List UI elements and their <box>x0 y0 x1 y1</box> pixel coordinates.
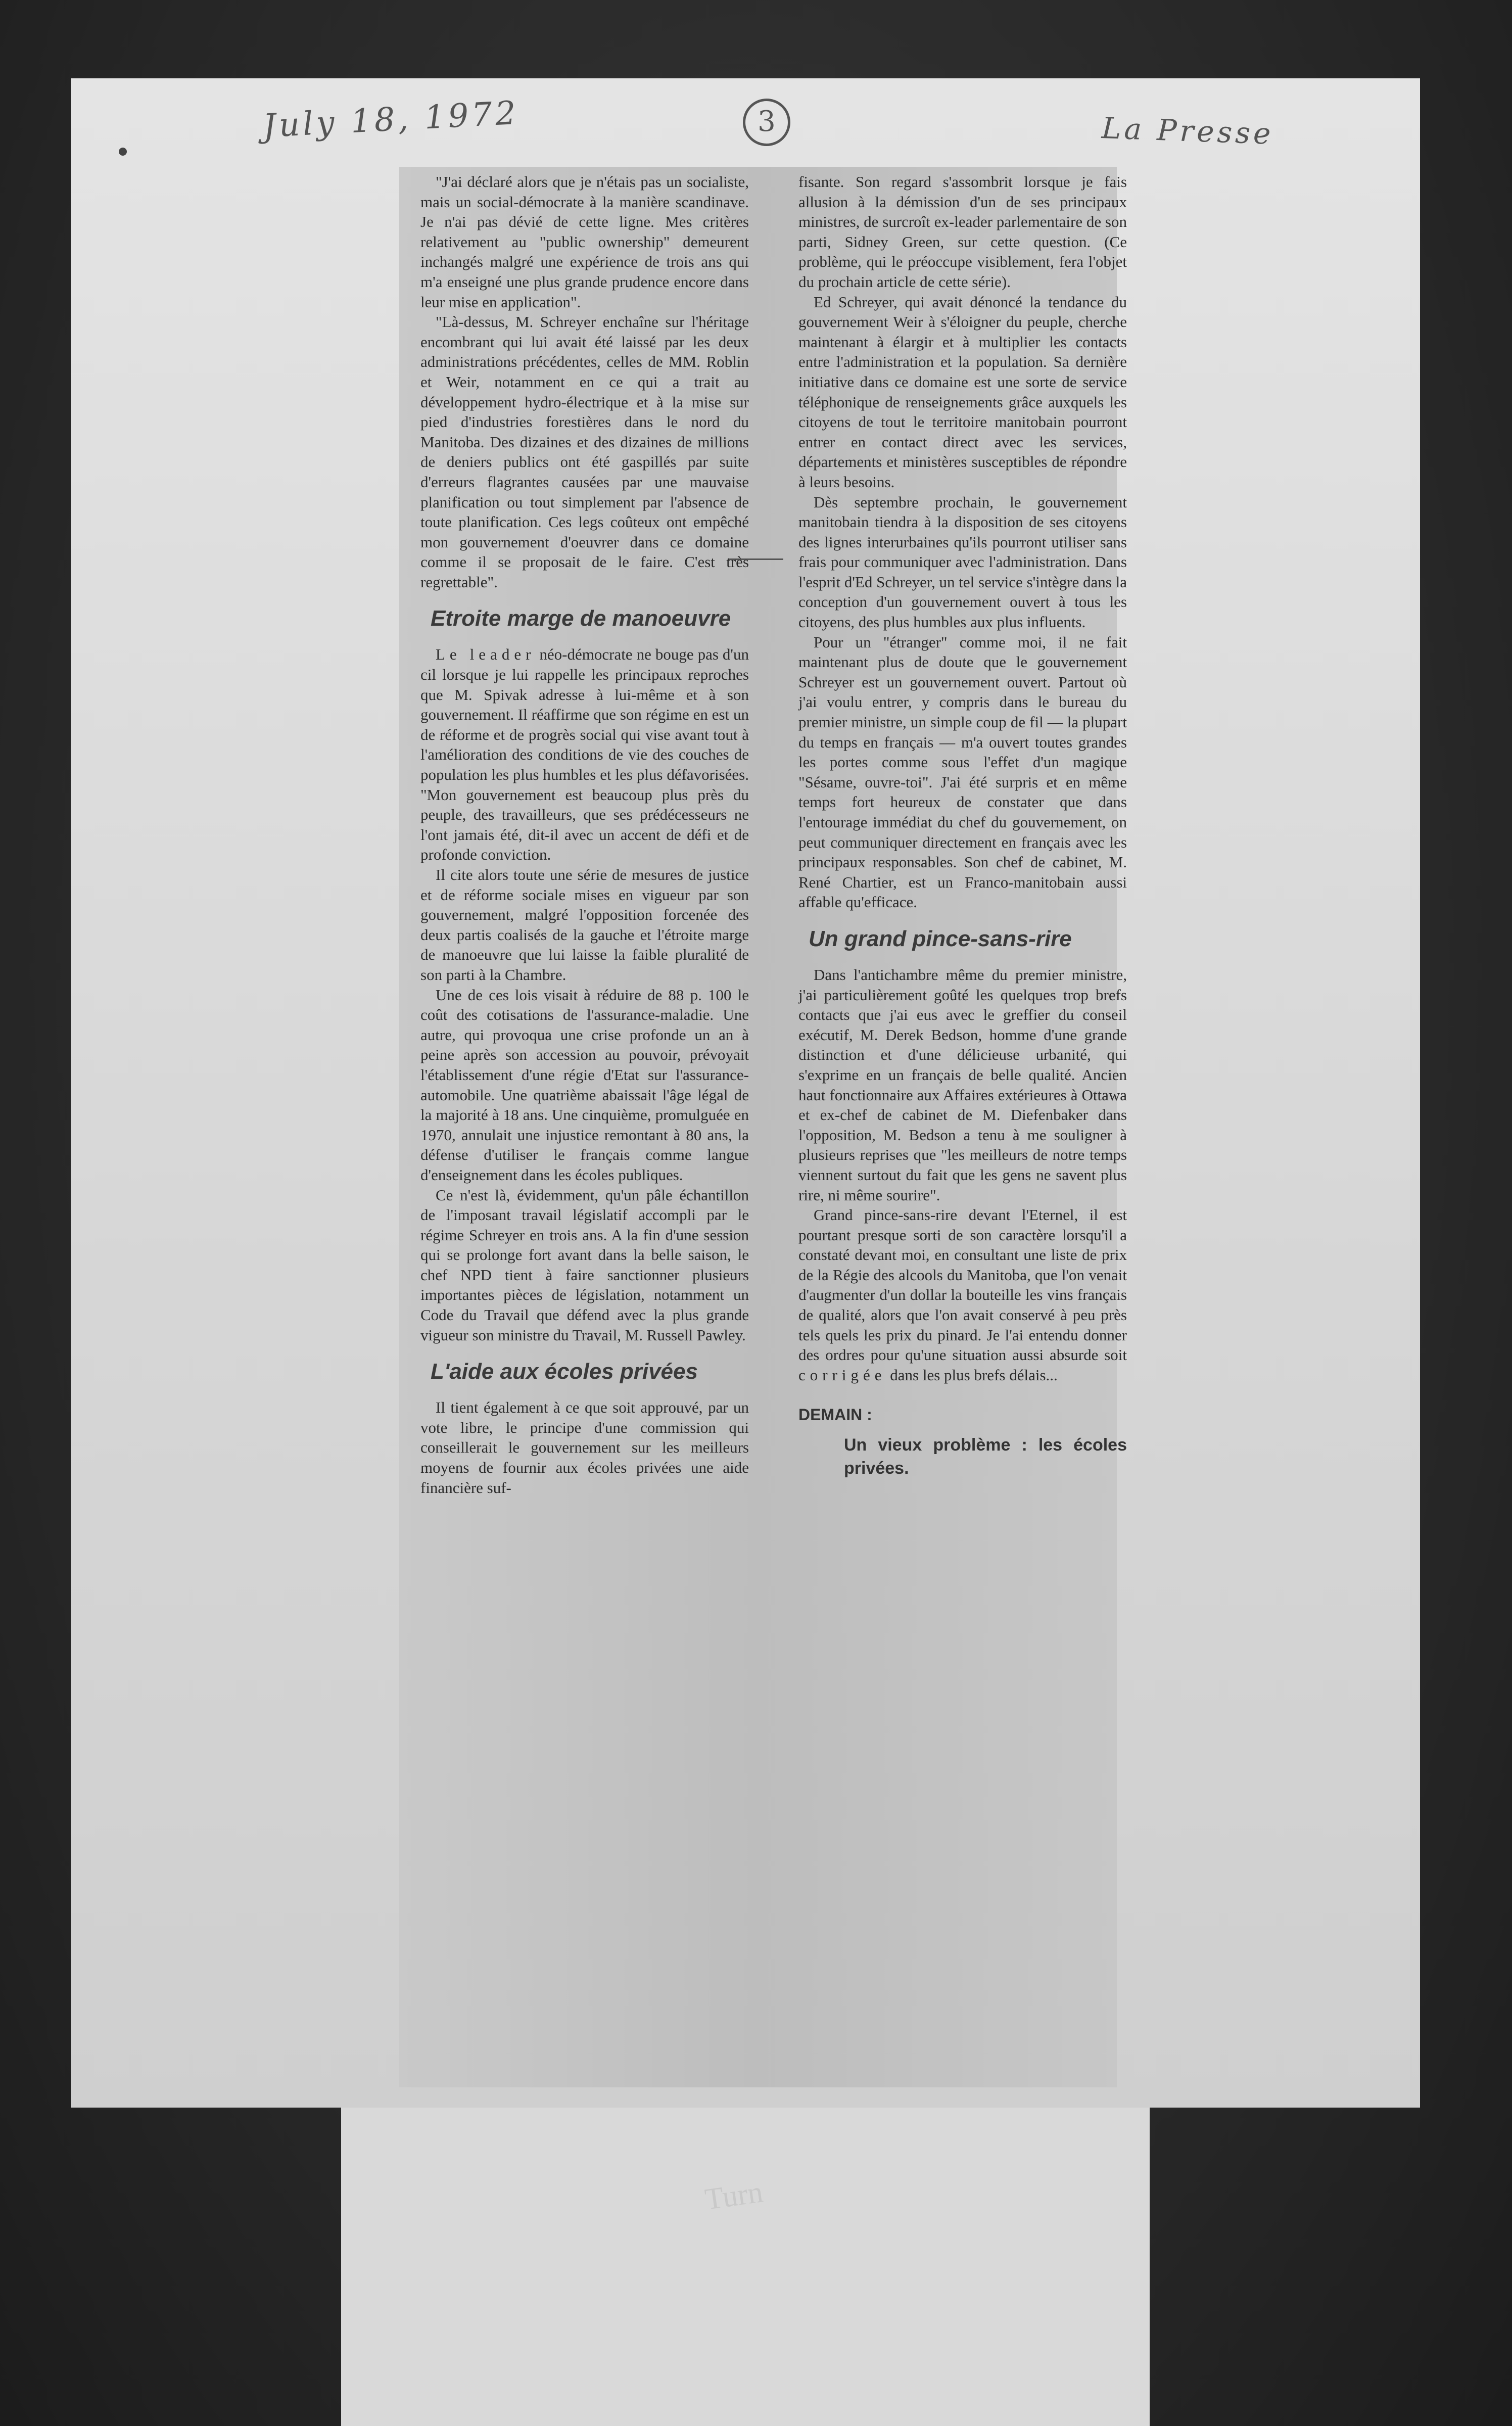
handwritten-date: July 18, 1972 <box>262 94 520 146</box>
left-paragraph-3-text: néo-démocrate ne bouge pas d'un cil lorsque je lui rappelle les principaux reproches que M. Spivak adresse à lui-même et à son gouvernement. Il réaffirme que son régime en est un de réforme et de progrès social qui vise avant tout à l'amélioration des conditions de vie des couches de population les plus humbles et les plus défavorisées. "Mon gouvernement est beaucoup plus près du peuple, des travailleurs, que ses prédécesseurs ne l'ont jamais été, dit-il avec un accent de défi et de profonde conviction. <box>420 645 749 864</box>
left-paragraph-3 <box>420 644 749 865</box>
demain-teaser: Un vieux problème : les écoles privées. <box>844 1435 1127 1478</box>
left-paragraph-2: "Là-dessus, M. Schreyer enchaîne sur l'héritage encombrant qui lui avait été laissé par les deux administrations précédentes, celles de MM. Roblin et Weir, notamment en ce qui a trait au développement hydro-électrique et à la mise sur pied d'industries forestières dans le nord du Manitoba. Des dizaines et des dizaines de millions de deniers publics ont été gaspillés par suite d'erreurs flagrantes causées par une mauvaise planification ou tout simplement par l'absence de toute planification. Ces legs coûteux ont empêché mon gouvernement d'oeuvrer dans ce domaine comme il se proposait de le faire. C'est très regrettable". <box>420 313 749 591</box>
left-paragraph-1: "J'ai déclaré alors que je n'étais pas un socialiste, mais un social-démocrate à la manière scandinave. Je n'ai pas dévié de cette ligne. Mes critères relativement au "public ownership" demeurent inchangés malgré une expérience de trois ans qui m'a enseigné une plus grande prudence encore dans leur mise en application". <box>420 173 749 311</box>
right-paragraph-2: Ed Schreyer, qui avait dénoncé la tendance du gouvernement Weir à s'éloigner du peuple, cherche maintenant à élargir et à multiplier les contacts entre l'administration et la population. Sa dernière initiative dans ce domaine est une sorte de service téléphonique de renseignements grâce auxquels les citoyens de tout le territoire manitobain pourront entrer en contact direct avec les services, départements et ministères susceptibles de répondre à leurs besoins. <box>798 293 1127 491</box>
circled-page-number: 3 <box>743 99 790 146</box>
left-paragraph-4: Il cite alors toute une série de mesures de justice et de réforme sociale mises en vigueur par son gouvernement, malgré l'opposition forcenée des deux partis coalisés de la gauche et l'étroite marge de manoeuvre que lui laisse la faible pluralité de son parti à la Chambre. <box>420 866 749 984</box>
right-paragraph-6-text-b: dans les plus brefs délais... <box>890 1366 1058 1384</box>
leader-word: Le leader <box>436 645 536 664</box>
bottom-tab <box>341 2108 1150 2426</box>
right-paragraph-1: fisante. Son regard s'assombrit lorsque je fais allusion à la démission d'un de ses principaux ministres, de surcroît ex-leader parlementaire de son parti, Sidney Green, sur cette question. (Ce problème, qui le préoccupe visiblement, fera l'objet du prochain article de cette série). <box>798 173 1127 291</box>
right-paragraph-6 <box>798 1205 1127 1385</box>
newspaper-clipping <box>399 167 1127 2087</box>
left-column <box>420 172 749 1498</box>
subheading-etroite-marge: Etroite marge de manoeuvre <box>431 606 731 631</box>
left-paragraph-6: Ce n'est là, évidemment, qu'un pâle échantillon de l'imposant travail législatif accompli par le régime Schreyer en trois ans. A la fin d'une session qui se prolonge fort avant dans la belle saison, le chef NPD tient à faire sanctionner plusieurs importantes pièces de législation, notamment un Code du Travail que défend avec la plus grande vigueur son ministre du Travail, M. Russell Pawley. <box>420 1186 749 1344</box>
tab-faint-text: Turn <box>702 2175 765 2216</box>
subheading-aide-ecoles: L'aide aux écoles privées <box>431 1359 698 1384</box>
left-paragraph-5: Une de ces lois visait à réduire de 88 p. 100 le coût des cotisations de l'assurance-maladie. Une autre, qui provoqua une crise profonde un an à peine après son accession au pouvoir, prévoyait l'établissement d'une régie d'Etat sur l'assurance-automobile. Une quatrième abaissait l'âge légal de la majorité à 18 ans. Une cinquième, promulguée en 1970, annulait une injustice remontant à 80 ans, la défense d'utiliser le français comme langue d'enseignement dans les écoles publiques. <box>420 986 749 1184</box>
left-paragraph-7: Il tient également à ce que soit approuvé, par un vote libre, le principe d'une commission qui conseillerait le gouvernement sur les meilleurs moyens de fournir aux écoles privées une aide financière suf- <box>420 1398 749 1497</box>
right-column <box>798 172 1127 1480</box>
right-paragraph-4: Pour un "étranger" comme moi, il ne fait maintenant plus de doute que le gouvernement Schreyer est un gouvernement ouvert. Partout où j'ai voulu entrer, y compris dans le bureau du premier ministre, un simple coup de fil — la plupart du temps en français — m'a ouvert toutes grandes les portes comme sous l'effet d'un magique "Sésame, ouvre-toi". J'ai été surpris et en même temps fort heureux de constater que dans l'entourage immédiat du chef du gouvernement, on peut communiquer directement en français avec les principaux responsables. Son chef de cabinet, M. René Chartier, est un Franco-manitobain aussi affable qu'efficace. <box>798 633 1127 911</box>
demain-label: DEMAIN : <box>798 1406 872 1424</box>
right-paragraph-5: Dans l'antichambre même du premier ministre, j'ai particulièrement goûté les quelques trop brefs contacts que j'ai eus avec le greffier du conseil exécutif, M. Derek Bedson, homme d'une grande distinction et d'une délicieuse urbanité, qui s'exprime en un français de belle qualité. Ancien haut fonctionnaire aux Affaires extérieures à Ottawa et ex-chef de cabinet de M. Diefenbaker dans l'opposition, M. Bedson a tenu à me souligner à plusieurs reprises que "les meilleurs de notre temps viennent surtout du fait que les gens ne savent plus rire, ni même sourire". <box>798 965 1127 1204</box>
subheading-pince-sans-rire: Un grand pince-sans-rire <box>809 926 1072 951</box>
handwritten-newspaper-name: La Presse <box>1101 111 1274 151</box>
corrigee-word: corrigée <box>798 1366 886 1384</box>
right-paragraph-6-text-a: Grand pince-sans-rire devant l'Eternel, il est pourtant presque sorti de son caractère lorsqu'il a constaté devant moi, en consultant une liste de prix de la Régie des alcools du Manitoba, que l'on venait d'augmenter d'un dollar la bouteille les vins français de qualité, alors que l'on avait conservé à peu près tels quels les prix du pinard. Je l'ai entendu donner des ordres pour qu'une situation aussi absurde soit <box>798 1206 1127 1364</box>
ink-dot <box>119 148 127 156</box>
right-paragraph-3: Dès septembre prochain, le gouvernement manitobain tiendra à la disposition de ses citoyens des lignes interurbaines qu'ils pourront utiliser sans frais pour communiquer avec l'administration. Dans l'esprit d'Ed Schreyer, un tel service s'intègre dans la conception d'un gouvernement ouvert à tous les citoyens, des plus humbles aux plus influents. <box>798 493 1127 631</box>
